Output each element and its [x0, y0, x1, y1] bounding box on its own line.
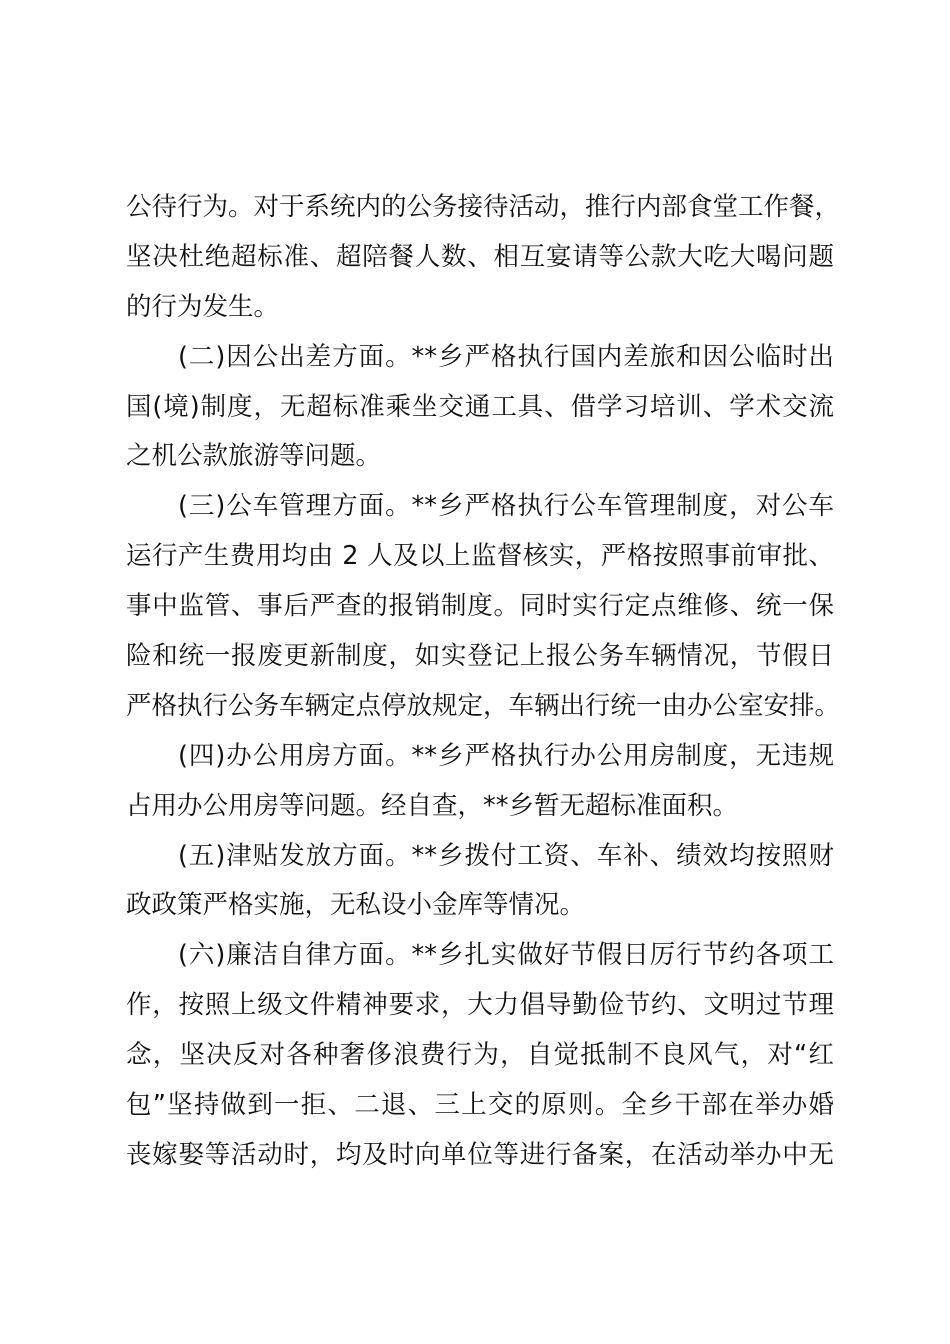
text-line: 运行产生费用均由 2 人及以上监督核实，严格按照事前审批、: [126, 541, 834, 572]
section-heading-line: (六)廉洁自律方面。**乡扎实做好节假日厉行节约各项工: [178, 940, 834, 971]
section-heading-line: (四)办公用房方面。**乡严格执行办公用房制度，无违规: [178, 740, 834, 771]
text-line: 占用办公用房等问题。经自查，**乡暂无超标准面积。: [126, 790, 739, 821]
text-line: 的行为发生。: [126, 291, 280, 322]
body-text: [126, 183, 841, 1181]
text-line: 国(境)制度，无超标准乘坐交通工具、借学习培训、学术交流: [126, 391, 834, 422]
text-line: 之机公款旅游等问题。: [126, 441, 382, 472]
section-heading-line: (三)公车管理方面。**乡严格执行公车管理制度，对公车: [178, 491, 834, 522]
section-heading-line: (二)因公出差方面。**乡严格执行国内差旅和因公临时出: [178, 341, 834, 372]
text-line: 念，坚决反对各种奢侈浪费行为，自觉抵制不良风气，对“红: [126, 1040, 834, 1071]
text-line: 政政策严格实施，无私设小金库等情况。: [126, 890, 586, 921]
text-line: 严格执行公务车辆定点停放规定，车辆出行统一由办公室安排。: [126, 690, 841, 721]
section-heading-line: (五)津贴发放方面。**乡拨付工资、车补、绩效均按照财: [178, 840, 834, 871]
text-line: 包”坚持做到一拒、二退、三上交的原则。全乡干部在举办婚: [126, 1090, 834, 1121]
text-line: 公待行为。对于系统内的公务接待活动，推行内部食堂工作餐，: [126, 192, 841, 222]
text-line: 事中监管、事后严查的报销制度。同时实行定点维修、统一保: [126, 591, 834, 622]
text-line: 坚决杜绝超标准、超陪餐人数、相互宴请等公款大吃大喝问题: [126, 241, 834, 272]
text-line: 丧嫁娶等活动时，均及时向单位等进行备案，在活动举办中无: [126, 1139, 834, 1170]
text-line: 险和统一报废更新制度，如实登记上报公务车辆情况，节假日: [126, 641, 834, 672]
text-line: 作，按照上级文件精神要求，大力倡导勤俭节约、文明过节理: [126, 990, 834, 1021]
